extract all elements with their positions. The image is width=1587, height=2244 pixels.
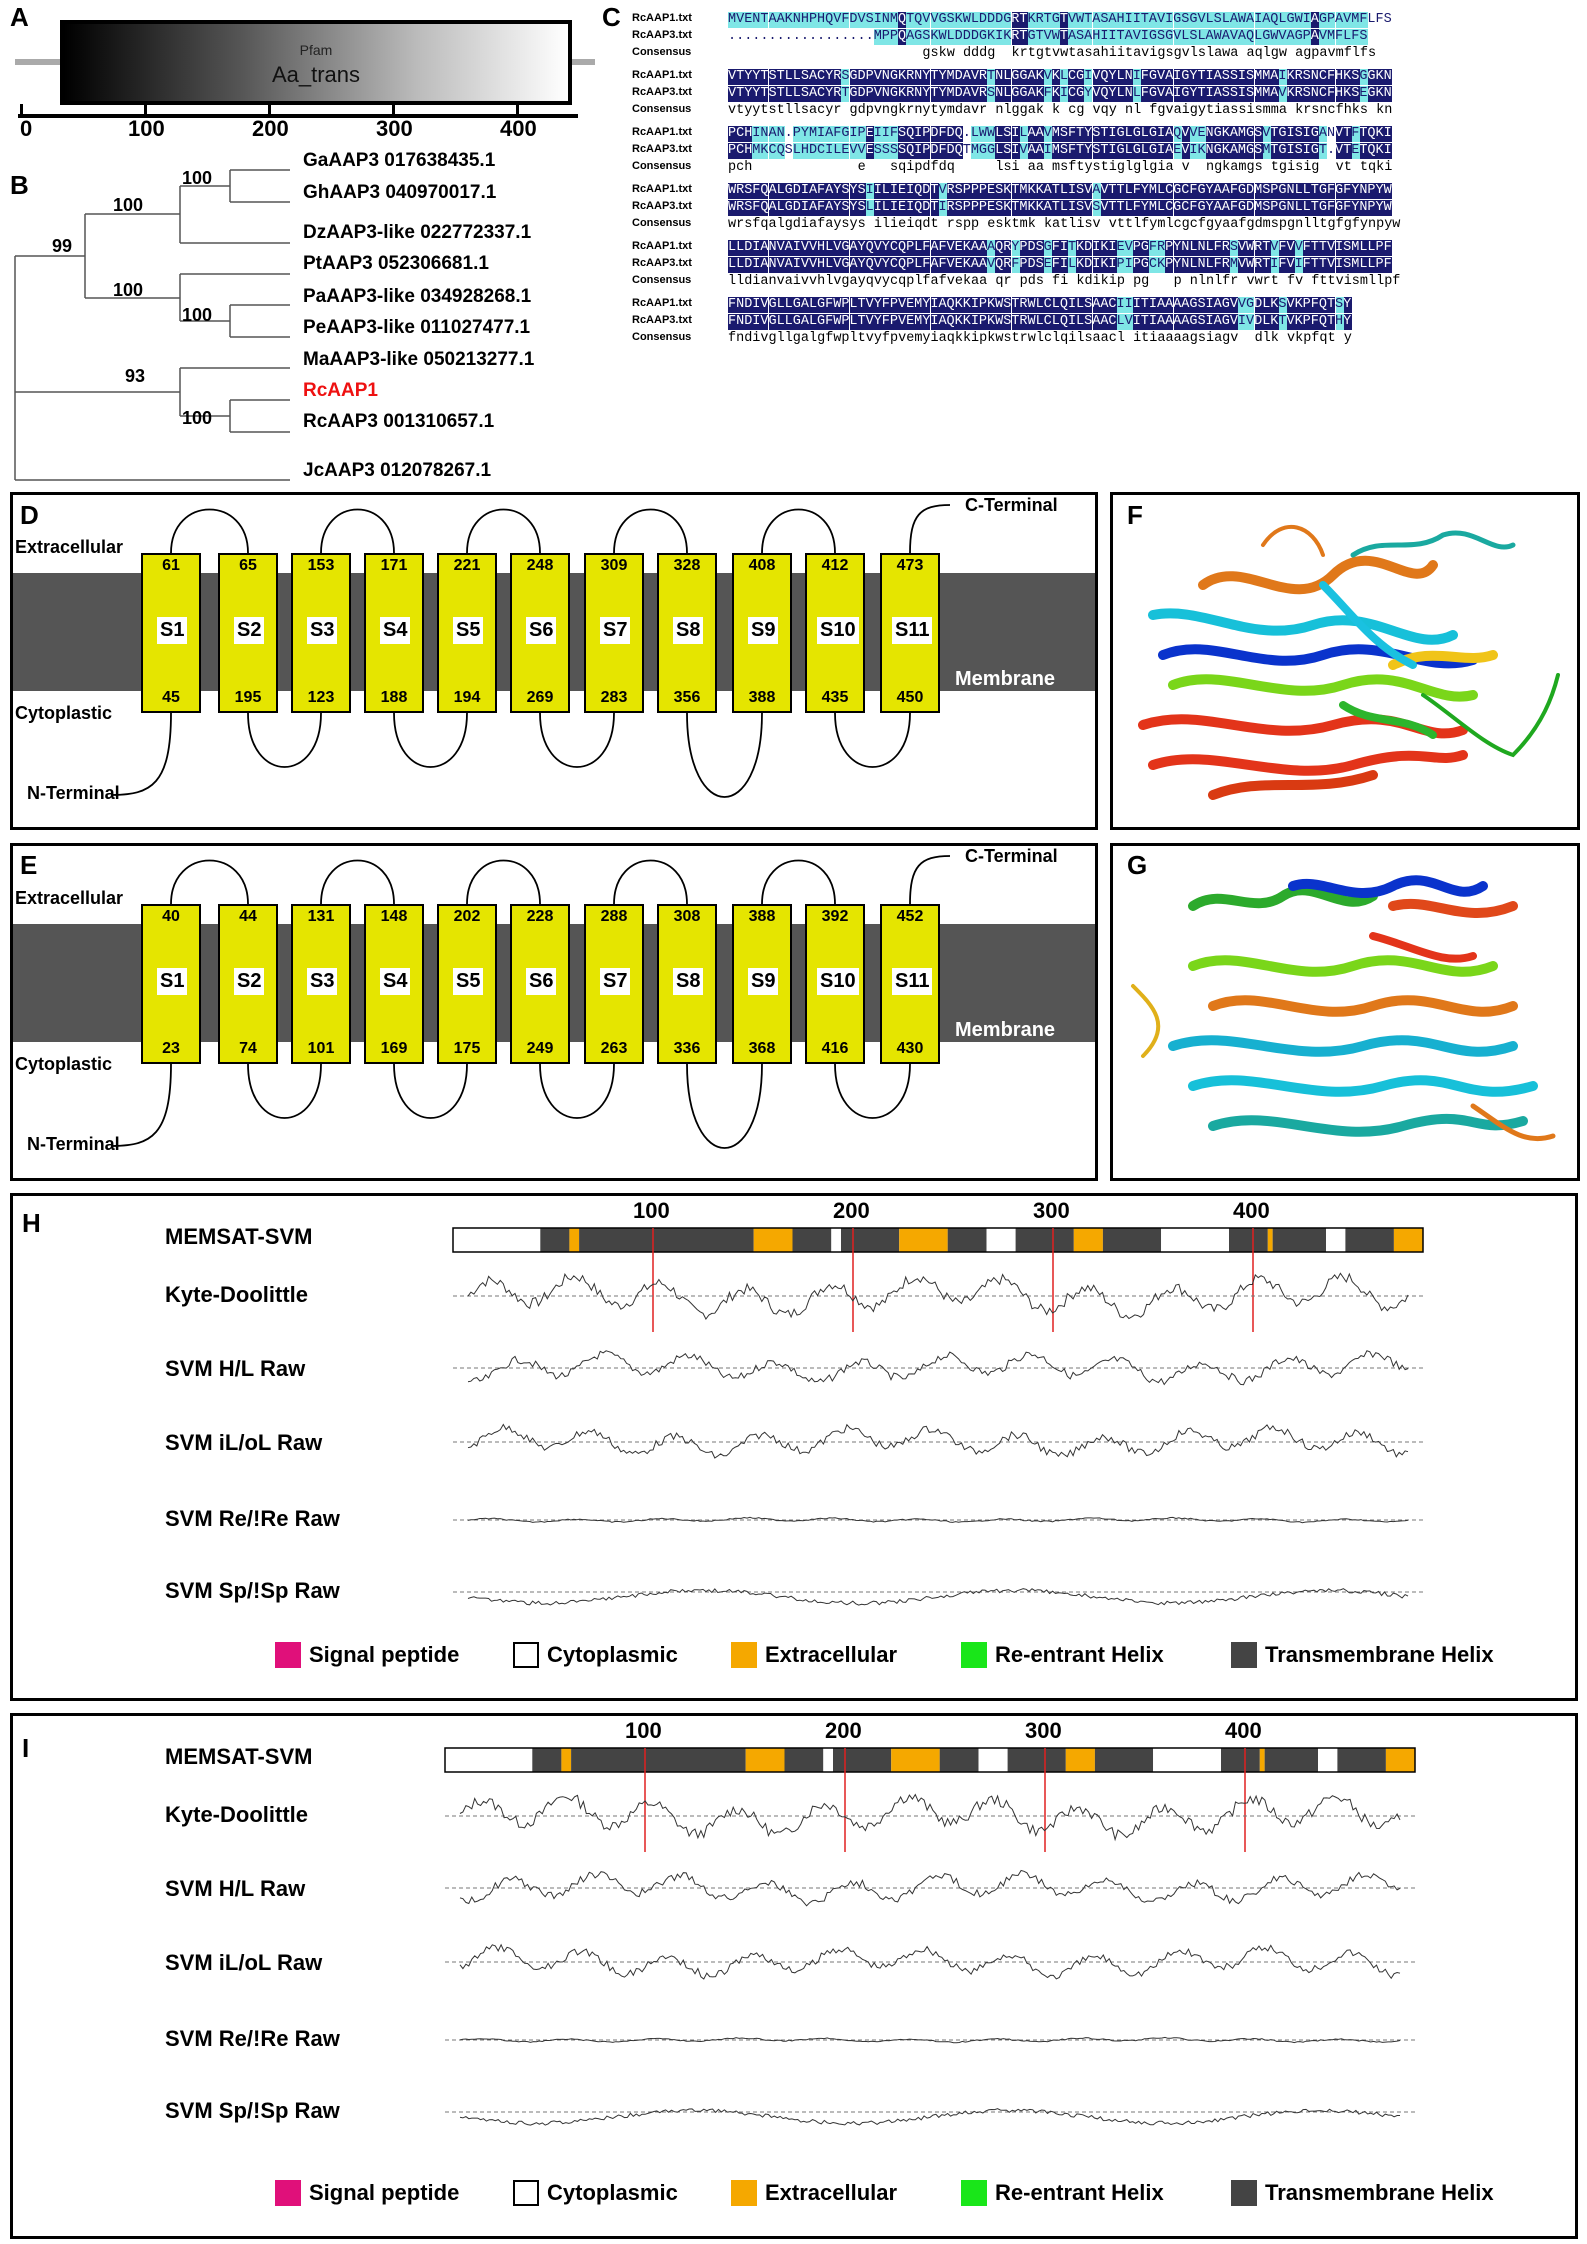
helix-end-position: 430 [896,1040,924,1057]
alignment-sequence-name: RcAAP1.txt [632,183,692,195]
legend-label: Cytoplasmic [547,1642,678,1667]
legend-label: Extracellular [765,1642,898,1667]
alignment-sequence-name: Consensus [632,331,692,343]
tree-tip-label: RcAAP1 [303,380,378,401]
pfam-axis-tick-label: 100 [128,116,165,141]
alignment-consensus: wrsfqalgdiafaysys ilieiqdt rspp esktmk katlisv vttlfymlcgcfgyaafgdmspgnlltgfgfynpyw [728,217,1401,232]
alignment-sequence-name: Consensus [632,103,692,115]
memsat-ruler-label: 100 [625,1718,662,1743]
alignment-sequence: LLDIANVAIVVHLVGAYQVYCQPLFAFVEKAAAQRYPDSGFITKDIKIEVPGFRPYNLNLFRSVWRTVFVVFTTVISMLLPF [728,240,1392,255]
panel-label-a: A [10,2,29,32]
structure-panel-f [1110,492,1580,830]
alignment-sequence-name: RcAAP1.txt [632,240,692,252]
memsat-track-label: SVM iL/oL Raw [165,1430,323,1455]
pfam-axis-tick-label: 400 [500,116,537,141]
helix-end-position: 188 [380,689,408,706]
memsat-segment [1326,1228,1345,1252]
helix-start-position: 309 [600,557,628,574]
legend-label: Signal peptide [309,1642,460,1667]
memsat-segment [1260,1748,1265,1772]
panel-label-e: E [20,850,38,880]
bootstrap-value: 100 [182,408,213,428]
helix-label: S1 [157,617,187,644]
memsat-ruler-label: 100 [633,1198,670,1223]
helix-label: S5 [453,968,483,995]
helix-start-position: 202 [453,908,481,925]
helix-end-position: 74 [239,1040,257,1057]
memsat-segment [1268,1228,1273,1252]
pfam-axis-tick [516,104,519,116]
tree-tip-label: GhAAP3 040970017.1 [303,182,497,203]
tree-tip-label: MaAAP3-like 050213277.1 [303,349,535,370]
helix-label: S4 [380,968,410,995]
alignment-sequence: PCHMKCQSLHDCILEVVESSSSQIPDFDQTMGGLSIVAAIMSFTYSTIGLGLGIAEVIKNGKAMGSMTGISIGT.VTETQKI [728,143,1392,158]
alignment-sequence-name: RcAAP1.txt [632,126,692,138]
memsat-track-label: SVM Sp/!Sp Raw [165,1578,340,1603]
helix-label: S8 [673,617,703,644]
alignment-sequence-name: RcAAP3.txt [632,314,692,326]
memsat-segment [1221,1748,1260,1772]
memsat-segment [1394,1228,1423,1252]
helix-start-position: 392 [821,908,849,925]
legend-label: Extracellular [765,2180,898,2205]
tree-tip-label: PeAAP3-like 011027477.1 [303,317,531,338]
memsat-segment [1273,1228,1326,1252]
helix-label: S10 [817,617,859,644]
memsat-ruler-label: 400 [1225,1718,1262,1743]
helix-label: S7 [600,968,630,995]
memsat-segment [1008,1748,1066,1772]
protein-3d-structure-f [1113,495,1577,827]
legend-swatch [1231,1642,1257,1668]
memsat-legend-item [1231,2180,1494,2206]
alignment-sequence: FNDIVGLLGALGFWPLTVYFPVEMYIAQKKIPKWSTRWLCLQILSAACIIITIAAAAGSIAGVVGDLKSVKPFQTSY [728,297,1352,312]
helix-end-position: 263 [600,1040,628,1057]
helix-end-position: 435 [821,689,849,706]
c-terminal-label: C-Terminal [965,846,1058,866]
alignment-row [632,257,1582,275]
n-terminal-label: N-Terminal [27,1134,120,1154]
memsat-legend-item [275,1642,459,1668]
helix-start-position: 473 [896,557,924,574]
alignment-row [632,46,1582,64]
alignment-consensus: lldianvaivvhlvgayqvycqplfafvekaa qr pds fi kdikip pg p nlnlfr vwrt fv fttvismllpf [728,274,1401,289]
alignment-row [632,274,1582,292]
legend-swatch [513,1642,539,1668]
alignment-row [632,12,1582,30]
alignment-row [632,297,1582,315]
extracellular-label: Extracellular [15,888,124,908]
memsat-segment [1016,1228,1074,1252]
pfam-axis [18,114,578,118]
memsat-segment [823,1748,833,1772]
alignment-sequence-name: Consensus [632,160,692,172]
memsat-trace [460,2109,1400,2125]
alignment-consensus: fndivgllgalgfwpltvyfpvemyiaqkkipkwstrwlclqilsaacl itiaaaagsiagv dlk vkpfqt y [728,331,1352,346]
legend-label: Signal peptide [309,2180,460,2205]
memsat-legend-item [513,1642,678,1668]
alignment-sequence: MVENTAAKNHPHQVFDVSINMQTQVVGSKWLDDDGRTKRTGTVWTASAHIITAVIGSGVLSLAWAIAQLGWIAGPAVMFLFS [728,12,1392,27]
bootstrap-value: 99 [52,236,73,256]
alignment-sequence-name: Consensus [632,274,692,286]
memsat-segment [841,1228,899,1252]
structure-panel-g [1110,843,1580,1181]
helix-start-position: 408 [748,557,776,574]
helix-label: S2 [234,968,264,995]
helix-start-position: 148 [380,908,408,925]
helix-end-position: 23 [162,1040,180,1057]
memsat-segment [1074,1228,1103,1252]
pfam-axis-tick [144,104,147,116]
helix-start-position: 221 [453,557,481,574]
alignment-sequence-name: RcAAP3.txt [632,29,692,41]
memsat-track-label: SVM H/L Raw [165,1876,306,1901]
memsat-segment [540,1228,569,1252]
bootstrap-value: 100 [113,280,144,300]
helix-end-position: 249 [526,1040,554,1057]
alignment-sequence-name: RcAAP1.txt [632,297,692,309]
alignment-sequence: WRSFQALGDIAFAYSYSLILIEIQDTIRSPPPESKTMKKATLISVSVTTLFYMLCGCFGYAAFGDMSPGNLLTGFGFYNPYW [728,200,1392,215]
helix-label: S3 [307,968,337,995]
alignment-row [632,331,1582,349]
memsat-segment [561,1748,571,1772]
panel-label-f: F [1127,500,1143,530]
memsat-track-label: SVM Sp/!Sp Raw [165,2098,340,2123]
legend-swatch [961,1642,987,1668]
helix-start-position: 308 [673,908,701,925]
memsat-ruler-label: 300 [1025,1718,1062,1743]
pfam-domain-name: Aa_trans [271,62,361,87]
c-terminal-label: C-Terminal [965,495,1058,515]
panel-label-g: G [1127,850,1148,880]
helix-start-position: 248 [526,557,554,574]
helix-end-position: 195 [234,689,262,706]
memsat-segment [688,1748,746,1772]
alignment-consensus: vtyytstllsacyr gdpvngkrnytymdavr nlggak k cg vqy nl fgvaigytiassismma krsncfhks kn [728,103,1393,118]
memsat-segment [1265,1748,1318,1772]
phylogenetic-tree [0,150,320,490]
memsat-track-label: SVM iL/oL Raw [165,1950,323,1975]
membrane-label: Membrane [955,668,1056,690]
legend-label: Cytoplasmic [547,2180,678,2205]
memsat-segment [1345,1228,1394,1252]
memsat-legend-item [961,1642,1164,1668]
alignment-row [632,200,1582,218]
memsat-plot [13,1196,1575,1696]
helix-label: S2 [234,617,264,644]
alignment-sequence-name: Consensus [632,217,692,229]
memsat-segment [785,1748,824,1772]
alignment-sequence-name: RcAAP1.txt [632,69,692,81]
memsat-segment [891,1748,940,1772]
helix-end-position: 169 [380,1040,408,1057]
alignment-sequence: LLDIANVAIVVHLVGAYQVYCQPLFAFVEKAAVQRFPDSEFILKDIKIPIPGCKPYNLNLFRMVWRTIFVIFTTVISMLLPF [728,257,1392,272]
legend-swatch [513,2180,539,2206]
helix-start-position: 228 [526,908,554,925]
alignment-sequence-name: RcAAP3.txt [632,143,692,155]
helix-end-position: 368 [748,1040,776,1057]
memsat-segment [979,1748,1008,1772]
alignment-sequence: FNDIVGLLGALGFWPLTVYFPVEMYIAQKKIPKWSTRWLCLQILSAACLVITIAAAAGSIAGVIVDLKTVKPFQTHY [728,314,1352,329]
panel-label-b: B [10,170,29,200]
helix-start-position: 65 [239,557,257,574]
bootstrap-value: 100 [182,168,213,188]
memsat-segment [1318,1748,1337,1772]
helix-end-position: 45 [162,689,180,706]
pfam-domain-box [60,20,572,105]
memsat-segment [532,1748,561,1772]
legend-label: Transmembrane Helix [1265,1642,1494,1667]
alignment-sequence-name: RcAAP1.txt [632,12,692,24]
memsat-legend-item [731,2180,897,2206]
alignment-sequence: VTYYTSTLLSACYRTGDPVNGKRNYTYMDAVRSNLGGAKFKICGYVQYLNLFGVAIGYTIASSISMMAVKRSNCFHKSEGKN [728,86,1392,101]
pfam-axis-tick [392,104,395,116]
memsat-segment [571,1748,687,1772]
memsat-segment [1386,1748,1415,1772]
cytoplastic-label: Cytoplastic [15,703,113,723]
helix-start-position: 452 [896,908,924,925]
helix-label: S6 [526,617,556,644]
memsat-segment [579,1228,695,1252]
memsat-trace [468,1425,1408,1459]
memsat-segment [453,1228,540,1252]
helix-start-position: 153 [307,557,335,574]
memsat-segment [987,1228,1016,1252]
memsat-segment [746,1748,785,1772]
helix-end-position: 101 [307,1040,335,1057]
helix-label: S1 [157,968,187,995]
memsat-track-label: Kyte-Doolittle [165,1802,308,1827]
alignment-sequence: PCHINAN.PYMIAFGIPEIIFSQIPDFDQ.LWWLSILAAVMSFTYSTIGLGLGIAQVVENGKAMGSVTGISIGANVTFTQKI [728,126,1392,141]
memsat-segment [899,1228,948,1252]
memsat-segment [948,1228,987,1252]
memsat-segment [569,1228,579,1252]
helix-label: S9 [748,617,778,644]
memsat-legend-item [513,2180,678,2206]
alignment-row [632,143,1582,161]
memsat-segment [833,1748,891,1772]
memsat-segment [1161,1228,1229,1252]
pfam-tag: Pfam [299,42,333,58]
bootstrap-value: 100 [182,305,213,325]
helix-end-position: 416 [821,1040,849,1057]
alignment-row [632,103,1582,121]
alignment-row [632,240,1582,258]
panel-label-i: I [22,1733,30,1763]
alignment-row [632,86,1582,104]
alignment-sequence: VTYYTSTLLSACYRSGDPVNGKRNYTYMDAVRTNLGGAKVKLCGIVQYLNIFGVAIGYTIASSISMMAIKRSNCFHKSGGKN [728,69,1392,84]
memsat-ruler-label: 400 [1233,1198,1270,1223]
membrane-label: Membrane [955,1019,1056,1041]
memsat-plot [13,1716,1575,2216]
panel-label-h: H [22,1208,41,1238]
memsat-legend-item [275,2180,459,2206]
alignment-sequence-name: Consensus [632,46,692,58]
legend-label: Re-entrant Helix [995,1642,1164,1667]
helix-label: S4 [380,617,410,644]
topology-panel-d [10,492,1098,830]
bootstrap-value: 100 [113,195,144,215]
memsat-segment [831,1228,841,1252]
alignment-row [632,217,1582,235]
memsat-ruler-label: 200 [833,1198,870,1223]
legend-swatch [731,2180,757,2206]
alignment-row [632,69,1582,87]
protein-3d-structure-g [1113,846,1577,1178]
memsat-panel-i [10,1713,1578,2239]
memsat-trace [468,1589,1408,1605]
pfam-axis-tick-label: 0 [20,116,33,141]
helix-label: S3 [307,617,337,644]
memsat-segment [793,1228,832,1252]
topology-panel-e [10,843,1098,1181]
alignment-consensus: gskw dddg krtgtvwtasahiitavigsgvlslawa aqlgw agpavmflfs [728,46,1377,61]
helix-start-position: 328 [673,557,701,574]
n-terminal-label: N-Terminal [27,783,120,803]
tree-tip-label: PaAAP3-like 034928268.1 [303,286,532,307]
memsat-panel-h [10,1193,1578,1701]
alignment-sequence-name: RcAAP3.txt [632,86,692,98]
helix-end-position: 356 [673,689,701,706]
helix-label: S5 [453,617,483,644]
memsat-segment [754,1228,793,1252]
helix-end-position: 269 [526,689,554,706]
pfam-axis-tick [20,104,23,116]
bootstrap-value: 93 [125,366,146,386]
memsat-track-label: SVM H/L Raw [165,1356,306,1381]
legend-swatch [275,1642,301,1668]
alignment-sequence-name: RcAAP3.txt [632,200,692,212]
memsat-track-label: MEMSAT-SVM [165,1224,313,1249]
alignment-row [632,160,1582,178]
tree-tip-label: PtAAP3 052306681.1 [303,253,489,274]
alignment-row [632,314,1582,332]
helix-start-position: 61 [162,557,180,574]
alignment-row [632,29,1582,47]
tree-tip-label: RcAAP3 001310657.1 [303,411,495,432]
helix-end-position: 336 [673,1040,701,1057]
helix-end-position: 450 [896,689,924,706]
helix-label: S11 [892,968,932,995]
memsat-segment [1103,1228,1161,1252]
helix-end-position: 175 [453,1040,481,1057]
helix-label: S6 [526,968,556,995]
alignment-sequence: WRSFQALGDIAFAYSYSIILIEIQDTVRSPPPESKTMKKATLISVAVTTLFYMLCGCFGYAAFGDMSPGNLLTGFGFYNPYW [728,183,1392,198]
memsat-track-label: Kyte-Doolittle [165,1282,308,1307]
helix-start-position: 288 [600,908,628,925]
helix-label: S11 [892,617,932,644]
alignment-row [632,126,1582,144]
memsat-segment [1066,1748,1095,1772]
memsat-segment [940,1748,979,1772]
legend-label: Re-entrant Helix [995,2180,1164,2205]
helix-end-position: 123 [307,689,335,706]
helix-start-position: 40 [162,908,180,925]
helix-end-position: 283 [600,689,628,706]
memsat-segment [1337,1748,1386,1772]
helix-label: S7 [600,617,630,644]
memsat-segment [1095,1748,1153,1772]
helix-start-position: 388 [748,908,776,925]
legend-swatch [731,1642,757,1668]
memsat-track-label: SVM Re/!Re Raw [165,1506,340,1531]
memsat-legend-item [961,2180,1164,2206]
pfam-axis-tick [268,104,271,116]
pfam-axis-tick-label: 200 [252,116,289,141]
memsat-segment [1229,1228,1268,1252]
memsat-trace [460,1795,1400,1840]
tree-tip-label: DzAAP3-like 022772337.1 [303,222,532,243]
memsat-segment [1153,1748,1221,1772]
memsat-legend-item [731,1642,897,1668]
helix-start-position: 412 [821,557,849,574]
helix-label: S9 [748,968,778,995]
legend-label: Transmembrane Helix [1265,2180,1494,2205]
alignment-consensus: pch e sqipdfdq lsi aa msftystiglglgia v ngkamgs tgisig vt tqki [728,160,1393,175]
helix-start-position: 44 [239,908,257,925]
helix-label: S10 [817,968,859,995]
helix-end-position: 194 [453,689,481,706]
helix-start-position: 171 [380,557,408,574]
memsat-ruler-label: 200 [825,1718,862,1743]
legend-swatch [1231,2180,1257,2206]
helix-label: S8 [673,968,703,995]
pfam-axis-tick-label: 300 [376,116,413,141]
tree-tip-label: JcAAP3 012078267.1 [303,460,492,481]
legend-swatch [275,2180,301,2206]
panel-label-c: C [602,2,621,32]
helix-end-position: 388 [748,689,776,706]
alignment-sequence: ..................MPPQAGSKWLDDDGKIKRTGTVWTASAHIITAVIGSGVLSLAWAVAQLGWVAGPAVMFLFS [728,29,1368,44]
memsat-ruler-label: 300 [1033,1198,1070,1223]
legend-swatch [961,2180,987,2206]
tree-tip-label: GaAAP3 017638435.1 [303,150,496,171]
helix-start-position: 131 [307,908,335,925]
alignment-row [632,183,1582,201]
memsat-segment [445,1748,532,1772]
extracellular-label: Extracellular [15,537,124,557]
cytoplastic-label: Cytoplastic [15,1054,113,1074]
panel-label-d: D [20,500,39,530]
memsat-track-label: SVM Re/!Re Raw [165,2026,340,2051]
memsat-segment [696,1228,754,1252]
memsat-track-label: MEMSAT-SVM [165,1744,313,1769]
alignment-sequence-name: RcAAP3.txt [632,257,692,269]
memsat-legend-item [1231,1642,1494,1668]
